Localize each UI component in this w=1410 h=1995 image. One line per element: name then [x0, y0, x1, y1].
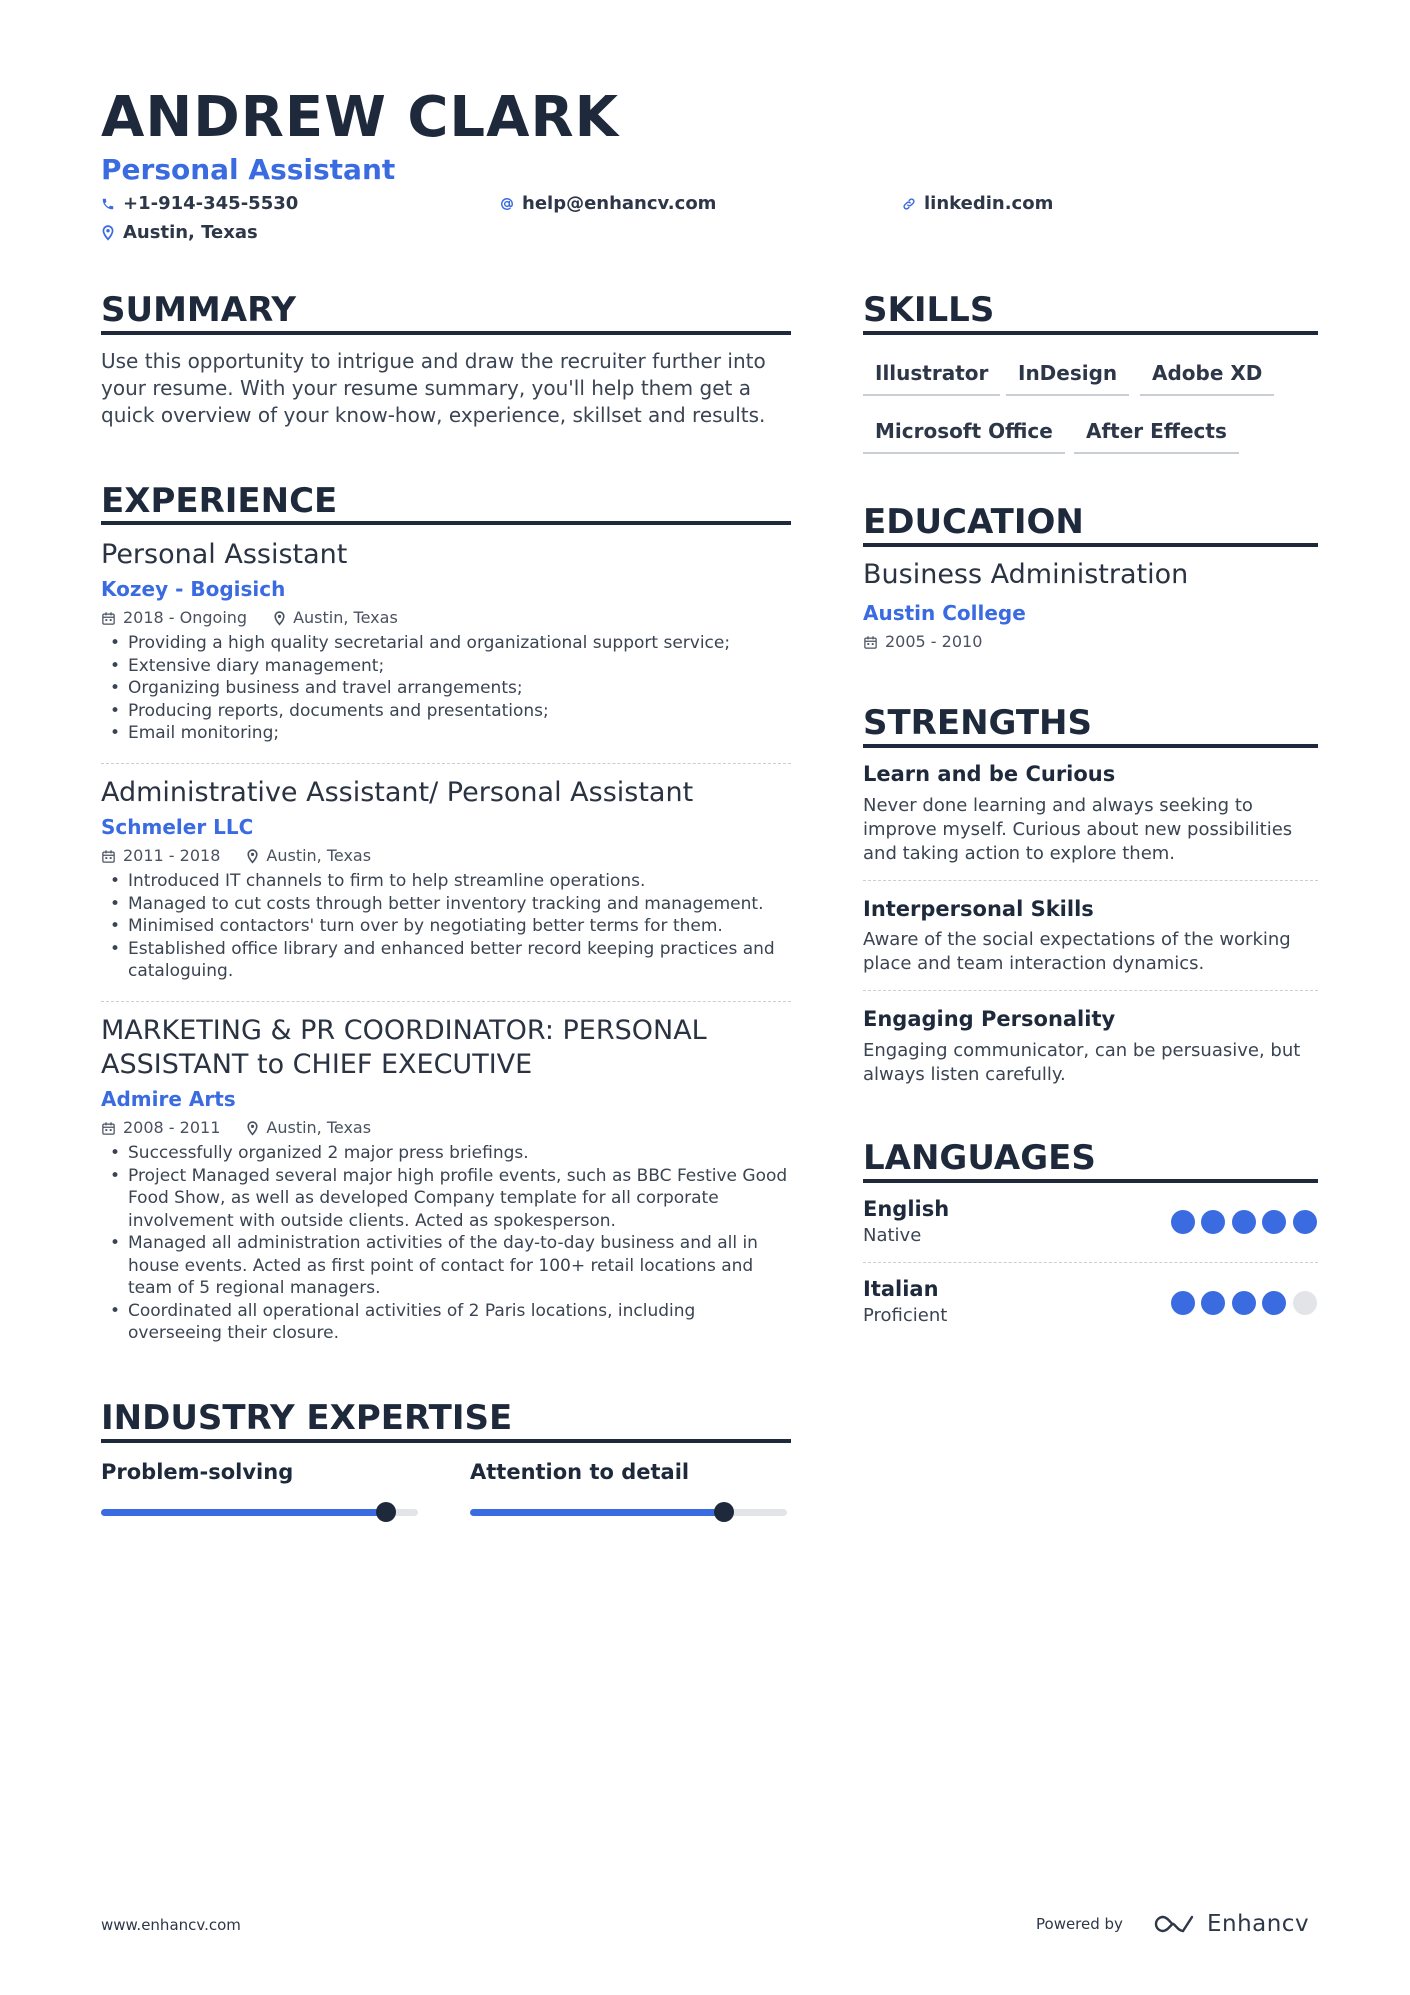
job-meta: [101, 608, 791, 628]
candidate-title: Personal Assistant: [101, 153, 396, 186]
expertise-label: Problem-solving: [101, 1460, 294, 1484]
contact-linkedin[interactable]: [902, 193, 1053, 215]
rating-dot-filled: [1171, 1210, 1195, 1234]
skill-tag: Illustrator: [863, 360, 1000, 396]
job-bullet: • Successfully organized 2 major press briefings.: [101, 1142, 791, 1165]
job-dates: [101, 608, 247, 628]
rating-dot-filled: [1232, 1291, 1256, 1315]
job-entry: [101, 776, 791, 983]
job-dates-text: 2018 - Ongoing: [123, 608, 248, 627]
education-dates: [863, 632, 982, 652]
education-school: Austin College: [863, 601, 1026, 625]
strength-title: Interpersonal Skills: [863, 897, 1094, 921]
education-rule: [863, 543, 1318, 547]
rating-dot-filled: [1262, 1291, 1286, 1315]
location-pin-icon: [246, 849, 259, 864]
candidate-name: ANDREW CLARK: [101, 85, 619, 150]
expertise-label: Attention to detail: [470, 1460, 690, 1484]
expertise-bar: [101, 1509, 418, 1516]
strengths-heading: STRENGTHS: [863, 703, 1092, 743]
job-bullet: • Managed to cut costs through better inventory tracking and management.: [101, 893, 791, 916]
phone-icon: [101, 197, 115, 211]
job-bullets: [101, 632, 791, 745]
education-heading: EDUCATION: [863, 502, 1084, 542]
link-icon: [902, 197, 916, 211]
job-bullet: • Organizing business and travel arrangements;: [101, 677, 791, 700]
job-meta: [101, 846, 791, 866]
industry-expertise-rule: [101, 1439, 791, 1443]
job-bullets: [101, 870, 791, 983]
languages-heading: LANGUAGES: [863, 1138, 1096, 1178]
job-bullet: • Extensive diary management;: [101, 655, 791, 678]
job-divider: [101, 763, 791, 764]
footer-website[interactable]: www.enhancv.com: [101, 1916, 241, 1934]
languages-rule: [863, 1179, 1318, 1183]
language-divider: [863, 1262, 1318, 1263]
job-bullet: • Established office library and enhanced better record keeping practices and cataloguing.: [101, 938, 791, 983]
language-rating: [1164, 1291, 1317, 1315]
experience-heading: EXPERIENCE: [101, 481, 338, 521]
job-entry: [101, 1014, 791, 1345]
contact-phone: [101, 193, 298, 215]
job-bullet: • Minimised contactors' turn over by negotiating better terms for them.: [101, 915, 791, 938]
expertise-bar-knob: [376, 1502, 396, 1522]
expertise-bar-knob: [714, 1502, 734, 1522]
job-title: Administrative Assistant/ Personal Assistant: [101, 777, 694, 808]
email-text: help@enhancv.com: [522, 193, 717, 214]
summary-heading: SUMMARY: [101, 290, 297, 330]
job-bullet: • Introduced IT channels to firm to help streamline operations.: [101, 870, 791, 893]
rating-dot-filled: [1262, 1210, 1286, 1234]
industry-expertise-heading: INDUSTRY EXPERTISE: [101, 1398, 513, 1438]
rating-dot-empty: [1293, 1291, 1317, 1315]
enhancv-logo-icon: [1149, 1913, 1197, 1935]
job-meta: [101, 1118, 791, 1138]
brand-name: Enhancv: [1206, 1911, 1310, 1937]
powered-by-text: Powered by: [1036, 1915, 1123, 1933]
contact-location: [101, 222, 258, 244]
summary-text: Use this opportunity to intrigue and draw the recruiter further into your resume. With your resume summary, you'll help them get a quick overview of your know-how, experience, skillset and results.: [101, 349, 766, 427]
strength-divider: [863, 880, 1318, 881]
skills-rule: [863, 331, 1318, 335]
job-title: MARKETING & PR COORDINATOR: PERSONAL ASSISTANT to CHIEF EXECUTIVE: [101, 1015, 707, 1080]
location-pin-icon: [101, 225, 115, 241]
rating-dot-filled: [1201, 1291, 1225, 1315]
summary-rule: [101, 331, 791, 335]
skill-tag: After Effects: [1074, 418, 1239, 454]
skill-tag: Adobe XD: [1140, 360, 1274, 396]
job-location: [273, 608, 398, 628]
job-bullet: • Providing a high quality secretarial and organizational support service;: [101, 632, 791, 655]
job-location-text: Austin, Texas: [266, 846, 372, 865]
calendar-icon: [101, 1121, 116, 1136]
language-level: Native: [863, 1225, 922, 1246]
experience-rule: [101, 521, 791, 525]
strengths-rule: [863, 744, 1318, 748]
contact-email[interactable]: [500, 193, 716, 215]
job-bullet: • Producing reports, documents and presentations;: [101, 700, 791, 723]
job-dates: [101, 1118, 220, 1138]
expertise-bar-fill: [101, 1509, 386, 1516]
calendar-icon: [863, 635, 878, 650]
job-location: [246, 846, 371, 866]
language-level: Proficient: [863, 1305, 948, 1326]
job-company: Schmeler LLC: [101, 815, 254, 839]
job-dates-text: 2008 - 2011: [123, 1118, 221, 1137]
footer-branding: [1036, 1910, 1309, 1938]
expertise-bar-fill: [470, 1509, 724, 1516]
job-entry: [101, 538, 791, 745]
linkedin-text: linkedin.com: [924, 193, 1054, 214]
strength-description: Engaging communicator, can be persuasive, but always listen carefully.: [863, 1040, 1301, 1085]
location-pin-icon: [246, 1121, 259, 1136]
job-bullets: [101, 1142, 791, 1345]
strength-description: Aware of the social expectations of the working place and team interaction dynamics.: [863, 929, 1291, 974]
skill-tag: Microsoft Office: [863, 418, 1065, 454]
skill-tag: InDesign: [1006, 360, 1129, 396]
at-icon: [500, 197, 514, 211]
location-text: Austin, Texas: [123, 222, 258, 243]
expertise-bar: [470, 1509, 787, 1516]
job-bullet: • Coordinated all operational activities of 2 Paris locations, including overseeing their closure.: [101, 1300, 791, 1345]
rating-dot-filled: [1201, 1210, 1225, 1234]
job-location: [246, 1118, 371, 1138]
education-dates-text: 2005 - 2010: [885, 632, 983, 651]
skills-heading: SKILLS: [863, 290, 995, 330]
calendar-icon: [101, 611, 116, 626]
job-location-text: Austin, Texas: [293, 608, 398, 627]
job-dates-text: 2011 - 2018: [123, 846, 221, 865]
job-divider: [101, 1001, 791, 1002]
job-company: Admire Arts: [101, 1087, 236, 1111]
job-company: Kozey - Bogisich: [101, 577, 286, 601]
strength-description: Never done learning and always seeking to improve myself. Curious about new possibilities and taking action to explore them.: [863, 795, 1293, 864]
job-title: Personal Assistant: [101, 539, 348, 570]
rating-dot-filled: [1293, 1210, 1317, 1234]
job-dates: [101, 846, 220, 866]
job-location-text: Austin, Texas: [266, 1118, 372, 1137]
job-bullet: • Managed all administration activities of the day-to-day business and all in house events. Acted as first point of contact for 100+ retail locations and team of 5 regional managers.: [101, 1232, 791, 1300]
calendar-icon: [101, 849, 116, 864]
strength-title: Learn and be Curious: [863, 762, 1116, 786]
job-bullet: • Project Managed several major high profile events, such as BBC Festive Good Food Show, as well as developed Company template for all corporate involvement with outside clients. Acted as spokesperson.: [101, 1165, 791, 1233]
rating-dot-filled: [1232, 1210, 1256, 1234]
education-degree: Business Administration: [863, 559, 1189, 590]
phone-text: +1-914-345-5530: [123, 193, 299, 214]
language-name: English: [863, 1197, 950, 1221]
language-name: Italian: [863, 1277, 939, 1301]
job-bullet: • Email monitoring;: [101, 722, 791, 745]
rating-dot-filled: [1171, 1291, 1195, 1315]
location-pin-icon: [273, 611, 286, 626]
strength-divider: [863, 990, 1318, 991]
language-rating: [1164, 1210, 1317, 1234]
strength-title: Engaging Personality: [863, 1007, 1116, 1031]
